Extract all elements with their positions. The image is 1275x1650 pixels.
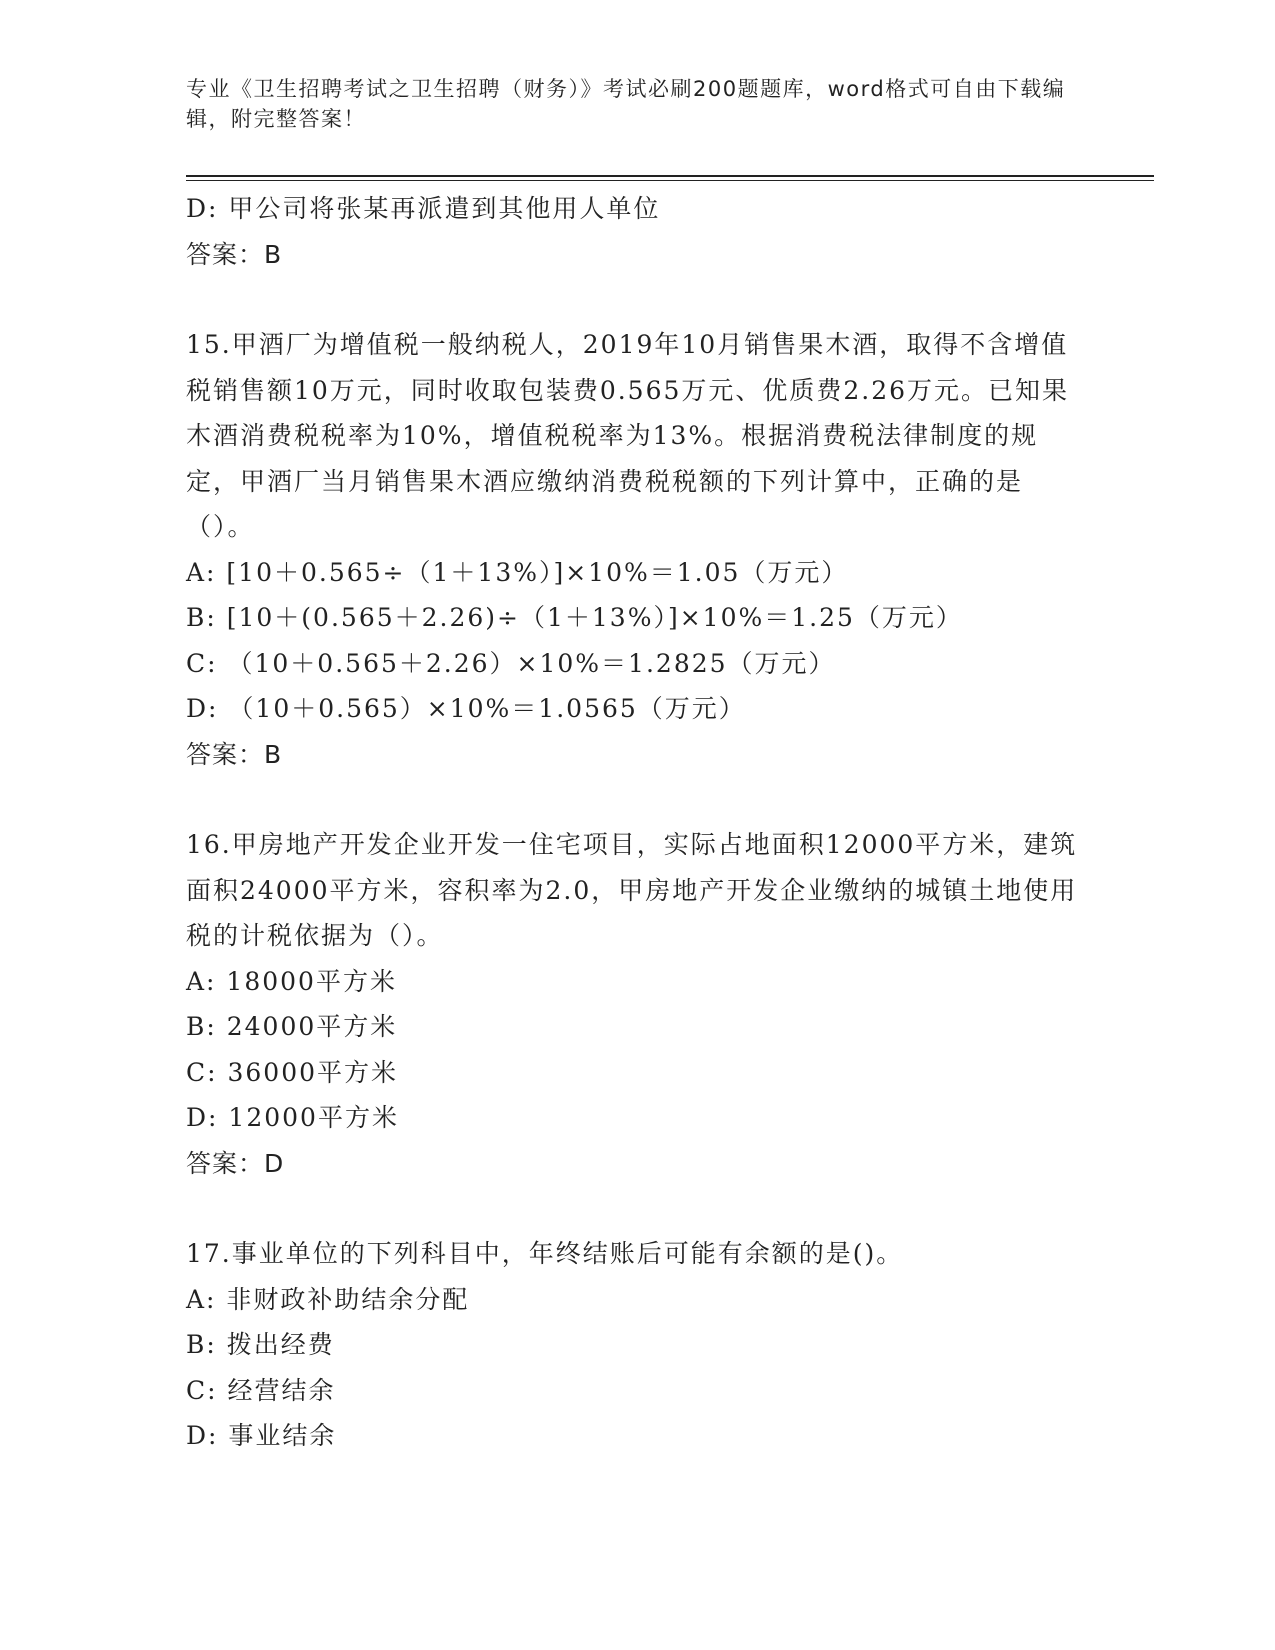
page-header: 专业《卫生招聘考试之卫生招聘（财务）》考试必刷200题题库，word格式可自由下载编辑，附完整答案！ — [186, 77, 1066, 131]
spacer — [186, 277, 1086, 322]
q15-option-c: C: （10＋0.565＋2.26）×10%＝1.2825（万元） — [186, 648, 836, 678]
q17-option-c: C: 经营结余 — [186, 1375, 336, 1405]
spacer — [186, 777, 1086, 822]
q17-option-b: B: 拨出经费 — [186, 1330, 335, 1359]
q15-answer: 答案：B — [186, 739, 283, 769]
q15-option-b: B: [10＋(0.565＋2.26)÷（1＋13%）]×10%＝1.25（万元） — [186, 603, 963, 632]
q15-option-a: A: [10＋0.565÷（1＋13%）]×10%＝1.05（万元） — [186, 557, 849, 587]
q15-option-d: D: （10＋0.565）×10%＝1.0565（万元） — [186, 694, 746, 723]
q16-option-d: D: 12000平方米 — [186, 1103, 399, 1132]
q17-option-d: D: 事业结余 — [186, 1421, 337, 1450]
question-16 — [186, 822, 1086, 1186]
q16-option-a: A: 18000平方米 — [186, 966, 397, 996]
q16-stem: 16.甲房地产开发企业开发一住宅项目，实际占地面积12000平方米，建筑面积24000平方米，容积率为2.0，甲房地产开发企业缴纳的城镇土地使用税的计税依据为（）。 — [186, 830, 1078, 950]
question-14-tail — [186, 186, 1086, 277]
q16-option-b: B: 24000平方米 — [186, 1012, 398, 1041]
spacer — [186, 1186, 1086, 1231]
question-17 — [186, 1231, 1086, 1459]
document-body — [186, 186, 1086, 1459]
q17-stem: 17.事业单位的下列科目中，年终结账后可能有余额的是()。 — [186, 1239, 904, 1268]
q16-answer: 答案：D — [186, 1148, 285, 1178]
q14-answer: 答案：B — [186, 239, 283, 269]
header-divider — [186, 175, 1154, 177]
q17-option-a: A: 非财政补助结余分配 — [186, 1284, 470, 1314]
q14-option-d: D: 甲公司将张某再派遣到其他用人单位 — [186, 194, 661, 223]
q16-option-c: C: 36000平方米 — [186, 1057, 399, 1087]
q15-stem: 15.甲酒厂为增值税一般纳税人，2019年10月销售果木酒，取得不含增值税销售额10万元，同时收取包装费0.565万元、优质费2.26万元。已知果木酒消费税税率为10%，增值税税率为13%。根据消费税法律制度的规定，甲酒厂当月销售果木酒应缴纳消费税税额的下列计算中，正确的是（）。 — [186, 330, 1070, 541]
header-divider-thin — [186, 180, 1154, 181]
question-15 — [186, 322, 1086, 777]
